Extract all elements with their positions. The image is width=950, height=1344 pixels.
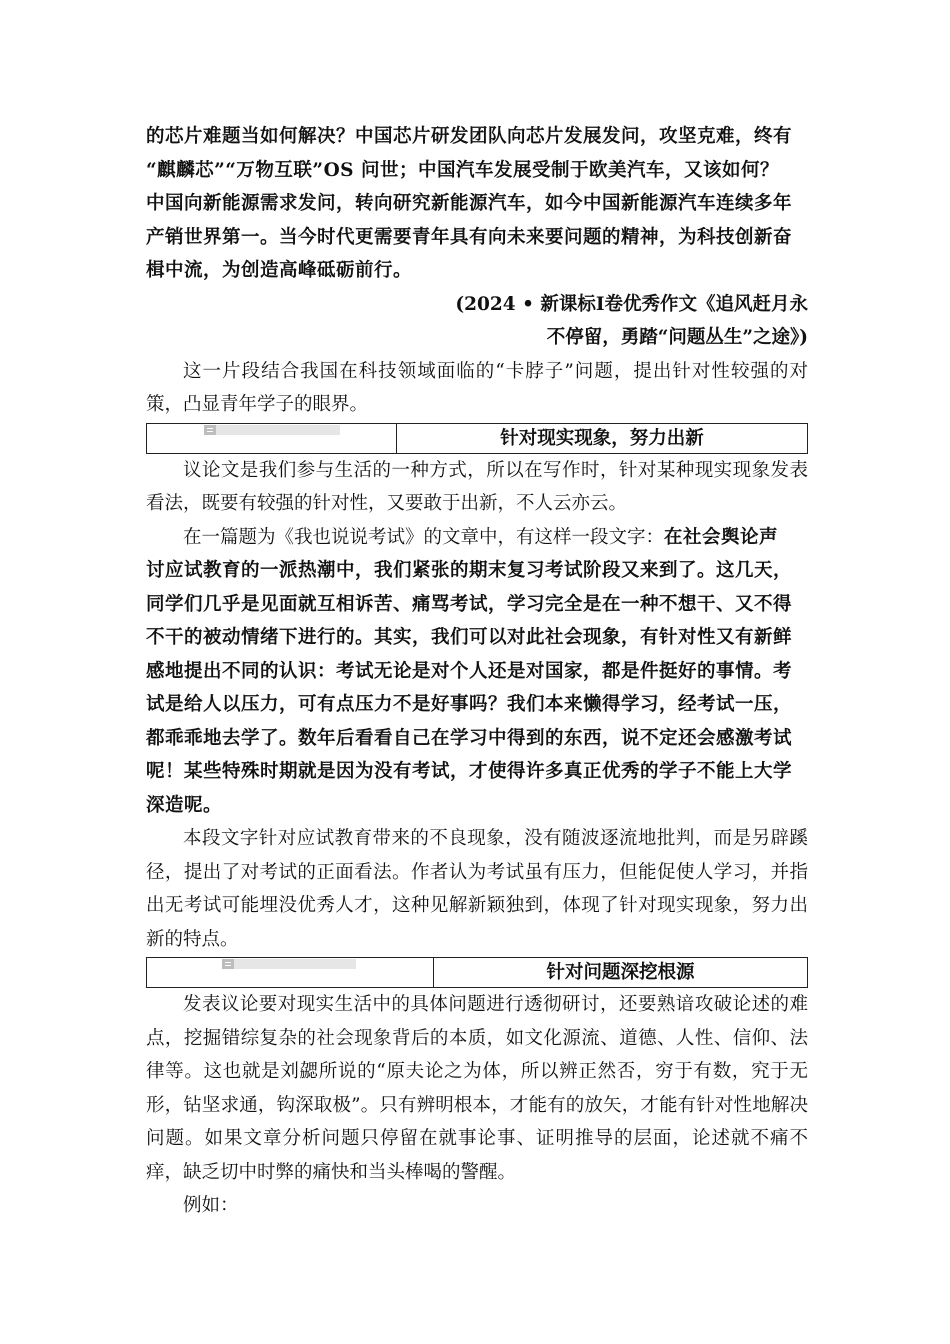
quote-source (146, 288, 808, 355)
quote-line: 都乖乖地去学了。数年后看看自己在学习中得到的东西，说不定还会感激考试 (146, 727, 793, 749)
quote-line: “麒麟芯”“万物互联”OS 问世；中国汽车发展受制于欧美汽车，又该如何？ (146, 159, 779, 181)
document-page (146, 120, 808, 1223)
quote-line: 同学们几乎是见面就互相诉苦、痛骂考试，学习完全是在一种不想干、又不得 (146, 593, 793, 615)
quote-line: 楫中流，为创造高峰砥砺前行。 (146, 260, 413, 281)
section-paragraph: 发表议论要对现实生活中的具体问题进行透彻研讨，还要熟谙攻破论述的难点，挖掘错综复杂的社会现象背后的本质，如文化源流、道德、人性、信仰、法律等。这也就是刘勰所说的“原夫论之为体，所以辨正然否，穷于有数，究于无形，钻坚求通，钩深取极”。只有辨明根本，才能有的放矢，才能有针对性地解决问题。如果文章分析问题只停留在就事论事、证明推导的层面，论述就不痛不痒，缺乏切中时弊的痛快和当头棒喝的警醒。 (146, 994, 808, 1183)
quote-line: 的芯片难题当如何解决？中国芯片研发团队向芯片发展发问，攻坚克难，终有 (146, 126, 793, 147)
quote-line: 感地提出不同的认识：考试无论是对个人还是对国家，都是件挺好的事情。考 (146, 660, 793, 682)
quote-line: 不干的被动情绪下进行的。其实，我们可以对此社会现象，有针对性又有新鲜 (146, 627, 793, 648)
quote-line: 中国向新能源需求发问，转向研究新能源汽车，如今中国新能源汽车连续多年 (146, 193, 793, 214)
section-header-2 (146, 957, 808, 988)
quote-line: 深造呢。 (146, 794, 223, 816)
section-tag-cell (147, 958, 434, 987)
source-line: 不停留，勇踏“问题丛生”之途》) (546, 327, 808, 348)
example-intro-line (146, 521, 808, 555)
section-tag-bar (204, 425, 340, 435)
quote-line: 讨应试教育的一派热潮中，我们紧张的期末复习考试阶段又来到了。这几天， (146, 560, 793, 581)
comment-paragraph: 本段文字针对应试教育带来的不良现象，没有随波逐流地批判，而是另辟蹊径，提出了对考试的正面看法。作者认为考试虽有压力，但能促使人学习，并指出无考试可能埋没优秀人才，这种见解新颖独到，体现了针对现实现象，努力出新的特点。 (146, 828, 808, 950)
list-icon (204, 425, 216, 435)
source-line: (2024 • 新课标Ⅰ卷优秀作文《追风赶月永 (455, 293, 808, 315)
section-title: 针对问题深挖根源 (546, 962, 695, 983)
example-intro: 在一篇题为《我也说说考试》的文章中，有这样一段文字： (183, 526, 665, 548)
section-tag-bar (222, 959, 356, 969)
example-label: 例如： (183, 1195, 239, 1216)
quote-line: 呢！某些特殊时期就是因为没有考试，才使得许多真正优秀的学子不能上大学 (146, 761, 793, 782)
section-tag-cell (147, 424, 397, 453)
quote-line: 试是给人以压力，可有点压力不是好事吗？我们本来懒得学习，经考试一压， (146, 694, 793, 715)
section-paragraph: 议论文是我们参与生活的一种方式，所以在写作时，针对某种现实现象发表看法，既要有较强的针对性，又要敢于出新，不人云亦云。 (146, 459, 808, 514)
section-header-1 (146, 423, 808, 454)
list-icon (222, 959, 234, 969)
section-title: 针对现实现象，努力出新 (500, 427, 704, 449)
example-quote-lead: 在社会舆论声 (664, 526, 779, 548)
comment-paragraph: 这一片段结合我国在科技领域面临的“卡脖子”问题，提出针对性较强的对策，凸显青年学子的眼界。 (146, 360, 808, 415)
intro-quote (146, 120, 808, 288)
example-quote (146, 521, 808, 823)
quote-line: 产销世界第一。当今时代更需要青年具有向未来要问题的精神，为科技创新奋 (146, 226, 793, 248)
